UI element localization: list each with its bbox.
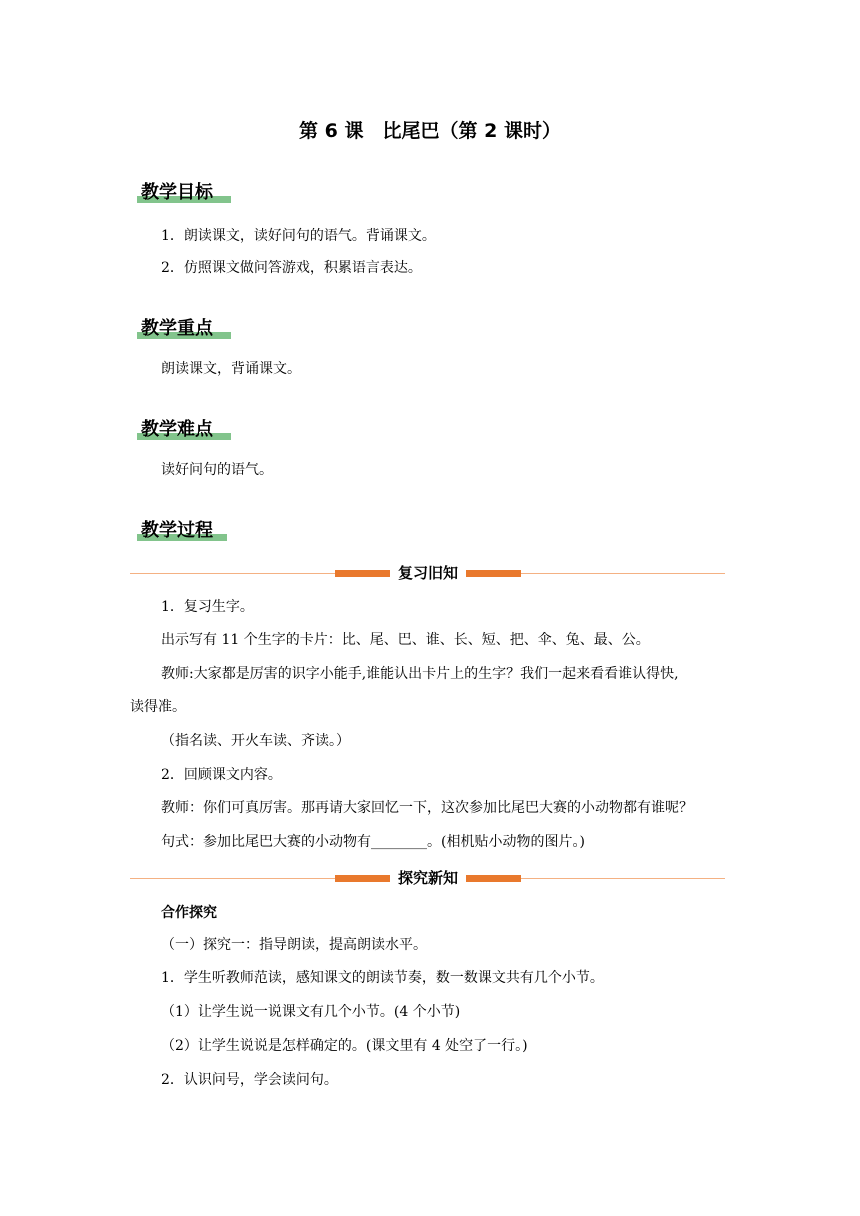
goal-item-1: 1．朗读课文，读好问句的语气。背诵课文。 (161, 228, 436, 244)
page-title: 第 6 课 比尾巴（第 2 课时） (299, 120, 561, 142)
review-p3-line1: 教师:大家都是厉害的识字小能手,谁能认出卡片上的生字？我们一起来看看谁认得快, (161, 666, 679, 682)
review-p2: 出示写有 11 个生字的卡片：比、尾、巴、谁、长、短、把、伞、兔、最、公。 (161, 632, 650, 648)
review-p1: 1．复习生字。 (161, 599, 254, 615)
explore-p3: （1）让学生说一说课文有几个小节。(4 个小节) (161, 1004, 461, 1020)
goal-item-2: 2．仿照课文做问答游戏，积累语言表达。 (161, 260, 422, 276)
review-p7: 句式：参加比尾巴大赛的小动物有________。(相机贴小动物的图片。) (161, 834, 585, 850)
section-heading-process-label: 教学过程 (141, 520, 213, 541)
difficulties-text: 读好问句的语气。 (161, 462, 273, 478)
section-heading-key-points-label: 教学重点 (141, 318, 213, 339)
section-heading-difficulties-label: 教学难点 (141, 419, 213, 440)
review-p6: 教师：你们可真厉害。那再请大家回忆一下，这次参加比尾巴大赛的小动物都有谁呢？ (161, 800, 693, 816)
review-p5: 2．回顾课文内容。 (161, 767, 282, 783)
explore-p2: 1．学生听教师范读，感知课文的朗读节奏，数一数课文共有几个小节。 (161, 970, 604, 986)
section-heading-difficulties (141, 415, 213, 441)
divider-label-explore: 探究新知 (390, 867, 466, 889)
section-heading-goals (141, 178, 213, 204)
section-heading-goals-label: 教学目标 (141, 182, 213, 203)
section-heading-key-points (141, 314, 213, 340)
explore-subheading: 合作探究 (161, 905, 217, 921)
section-heading-process (141, 516, 213, 542)
explore-p1: （一）探究一：指导朗读，提高朗读水平。 (161, 937, 427, 953)
divider-label-review: 复习旧知 (390, 562, 466, 584)
key-points-text: 朗读课文，背诵课文。 (161, 361, 301, 377)
review-p4: （指名读、开火车读、齐读。） (161, 733, 350, 749)
explore-p5: 2．认识问号，学会读问句。 (161, 1072, 338, 1088)
review-p3-line2: 读得准。 (130, 699, 186, 715)
explore-p4: （2）让学生说说是怎样确定的。(课文里有 4 处空了一行。) (161, 1038, 528, 1054)
